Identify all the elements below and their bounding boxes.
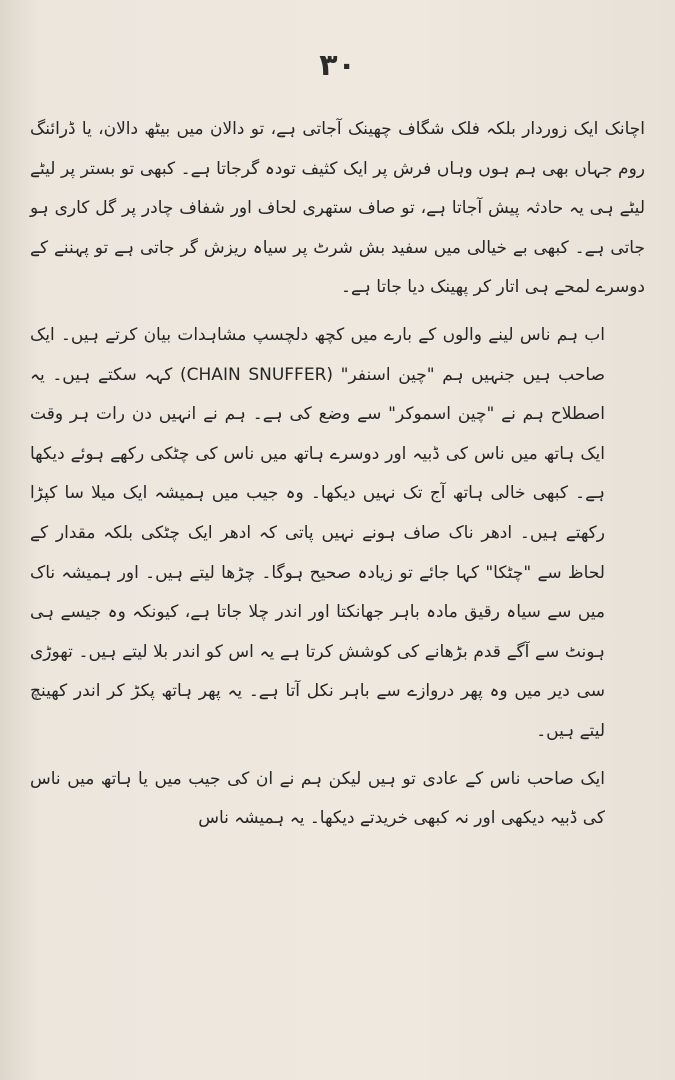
page-number: ۳۰ bbox=[319, 48, 356, 83]
paragraph-1: اچانک ایک زوردار بلکہ فلک شگاف چھینک آجاتی ہے، تو دالان میں بیٹھ دالان، یا ڈرائنگ روم جہاں بھی ہم ہوں وہاں فرش پر ایک کثیف تودہ گرجاتا ہے۔ کبھی تو بستر پر لیٹے لیٹے ہی یہ حادثہ پیش آجاتا ہے، تو صاف ستھری لحاف اور شفاف چادر پر گل کاری ہو جاتی ہے۔ کبھی بے خیالی میں سفید بش شرٹ پر سیاہ ریزش گر جاتی ہے تو پہننے کے دوسرے لمحے ہی اتار کر پھینک دیا جاتا ہے۔ bbox=[30, 119, 645, 298]
page-text bbox=[30, 110, 645, 839]
paragraph-2: اب ہم ناس لینے والوں کے بارے میں کچھ دلچسپ مشاہدات بیان کرتے ہیں۔ ایک صاحب ہیں جنہیں ہم "چین اسنفر" (CHAIN SNUFFER) کہہ سکتے ہیں۔ یہ اصطلاح ہم نے "چین اسموکر" سے وضع کی ہے۔ ہم نے انہیں دن رات ہر وقت ایک ہاتھ میں ناس کی ڈبیہ اور دوسرے ہاتھ میں ناس کی چٹکی رکھے ہوئے دیکھا ہے۔ کبھی خالی ہاتھ آج تک نہیں دیکھا۔ وہ جیب میں ہمیشہ ایک میلا سا کپڑا رکھتے ہیں۔ ادھر ناک صاف ہونے نہیں پاتی کہ ادھر ایک چٹکی بلکہ مقدار کے لحاظ سے "چٹکا" کہا جائے تو زیادہ صحیح ہوگا۔ چڑھا لیتے ہیں۔ اور ہمیشہ ناک میں سے سیاہ رقیق مادہ باہر جھانکتا اور اندر چلا جاتا ہے، کیونکہ وہ جیسے ہی ہونٹ سے آگے قدم بڑھانے کی کوشش کرتا ہے یہ اس کو اندر بلا لیتے ہیں۔ تھوڑی سی دیر میں وہ پھر دروازے سے باہر نکل آتا ہے۔ یہ پھر ہاتھ پکڑ کر اندر کھینچ لیتے ہیں۔ bbox=[30, 324, 606, 741]
paragraph-3: ایک صاحب ناس کے عادی تو ہیں لیکن ہم نے ان کی جیب میں یا ہاتھ میں ناس کی ڈبیہ دیکھی اور نہ کبھی خریدتے دیکھا۔ یہ ہمیشہ ناس bbox=[30, 768, 605, 829]
